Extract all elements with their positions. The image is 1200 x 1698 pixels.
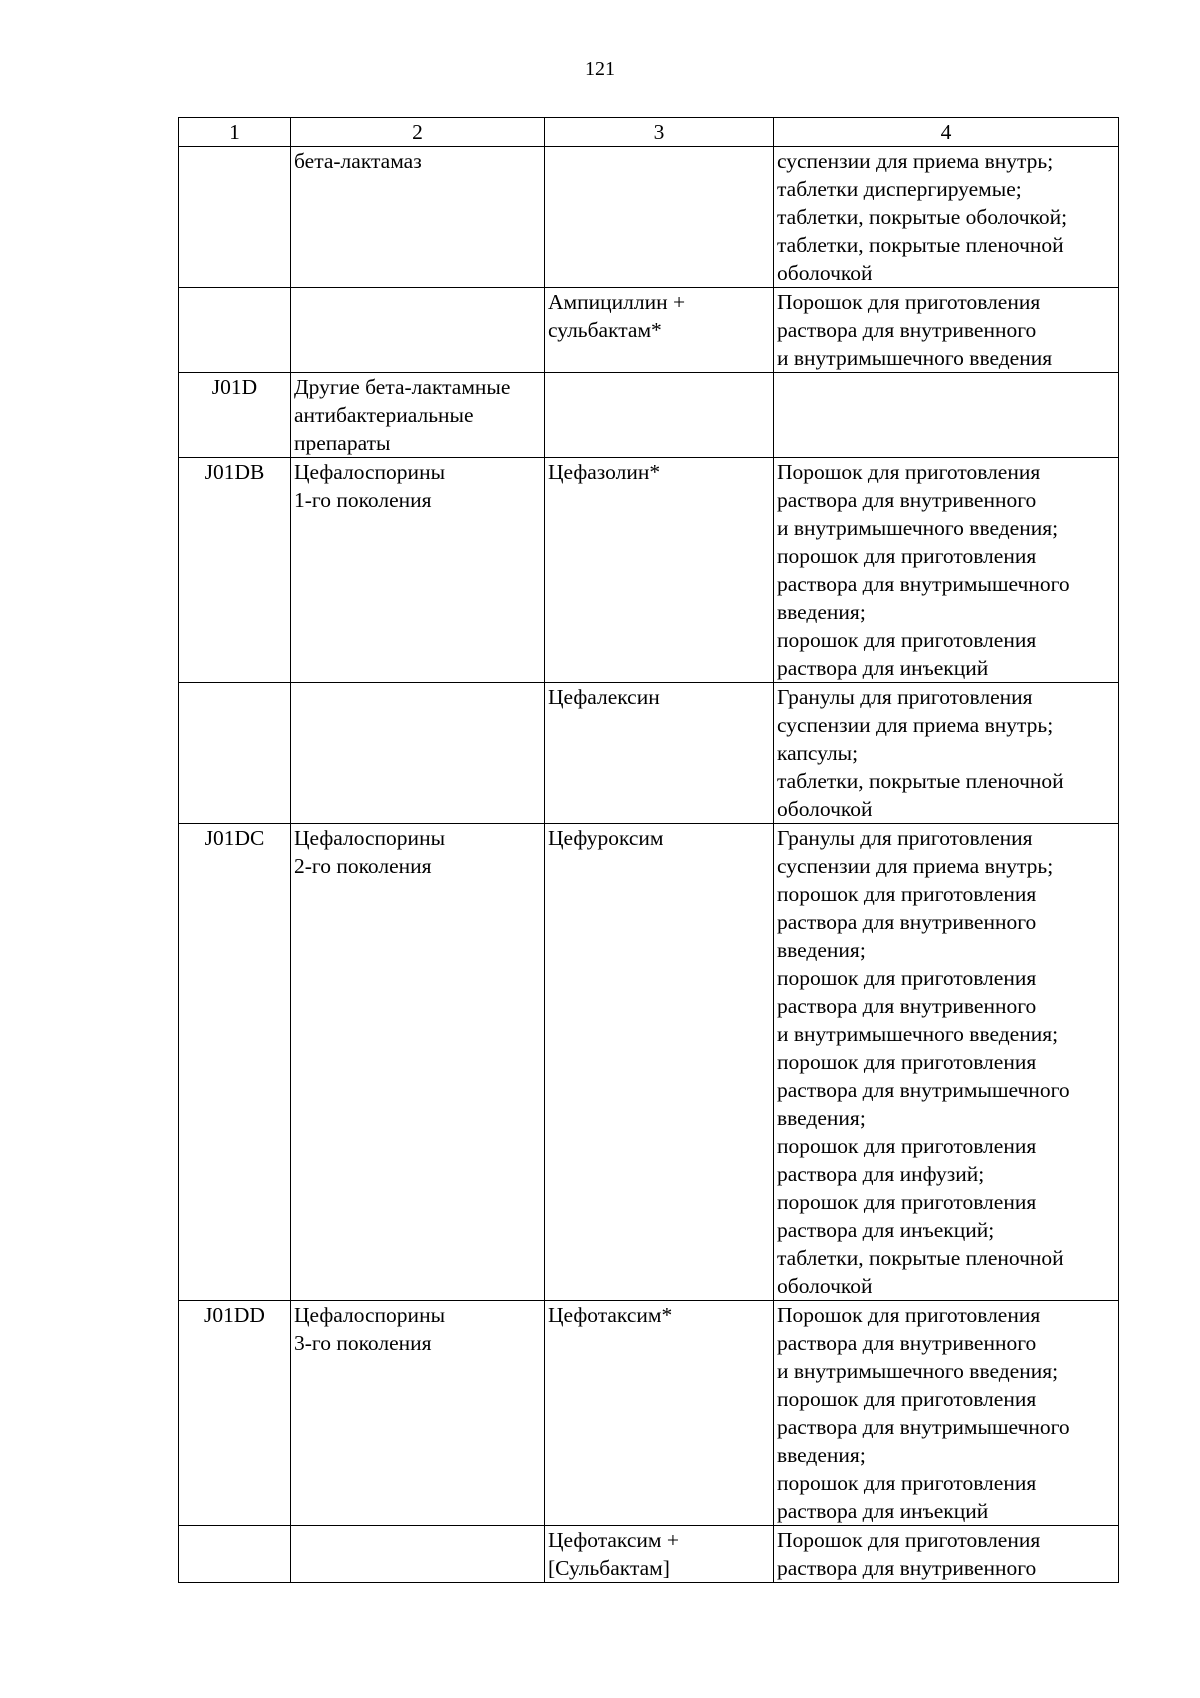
drug-name-cell (545, 824, 774, 1301)
table-row (179, 147, 1119, 288)
drug-name-cell (545, 1526, 774, 1583)
cell-text-line: антибактериальные (294, 403, 474, 427)
cell-text-line: таблетки, покрытые оболочкой; (777, 205, 1068, 229)
group-name-cell (291, 1301, 545, 1526)
table-row (179, 373, 1119, 458)
cell-text-line: и внутримышечного введения; (777, 516, 1059, 540)
cell-text-line: таблетки, покрытые пленочной (777, 1246, 1064, 1270)
atc-code-cell (179, 288, 291, 373)
cell-text-line: Порошок для приготовления (777, 290, 1041, 314)
dosage-forms-cell (774, 288, 1119, 373)
cell-text-line: Цефалоспорины (294, 826, 446, 850)
atc-code-cell: J01DB (179, 458, 291, 683)
cell-text-line: раствора для внутримышечного (777, 1415, 1070, 1439)
cell-text-line: Гранулы для приготовления (777, 685, 1033, 709)
cell-text-line: раствора для внутривенного (777, 1556, 1037, 1580)
cell-text-line: раствора для внутривенного (777, 994, 1037, 1018)
header-cell-4: 4 (774, 118, 1119, 147)
cell-text-line: Цефотаксим* (548, 1303, 673, 1327)
cell-text-line: Ампициллин + (548, 290, 686, 314)
cell-text-line: и внутримышечного введения; (777, 1022, 1059, 1046)
atc-code-cell: J01D (179, 373, 291, 458)
dosage-forms-cell (774, 458, 1119, 683)
dosage-forms-cell (774, 373, 1119, 458)
cell-text-line: введения; (777, 600, 866, 624)
cell-text-line: Порошок для приготовления (777, 1303, 1041, 1327)
cell-text-line: порошок для приготовления (777, 544, 1037, 568)
cell-text-line: раствора для внутривенного (777, 318, 1037, 342)
cell-text-line: препараты (294, 431, 391, 455)
atc-code-cell (179, 683, 291, 824)
dosage-forms-cell (774, 147, 1119, 288)
atc-code-cell: J01DC (179, 824, 291, 1301)
cell-text-line: раствора для инъекций; (777, 1218, 995, 1242)
cell-text-line: таблетки, покрытые пленочной (777, 769, 1064, 793)
cell-text-line: суспензии для приема внутрь; (777, 149, 1054, 173)
cell-text-line: введения; (777, 1106, 866, 1130)
cell-text-line: раствора для инъекций (777, 656, 989, 680)
drug-name-cell (545, 373, 774, 458)
page-number: 121 (585, 58, 615, 80)
cell-text-line: таблетки диспергируемые; (777, 177, 1022, 201)
cell-text-line: введения; (777, 938, 866, 962)
cell-text-line: Гранулы для приготовления (777, 826, 1033, 850)
table-row (179, 288, 1119, 373)
cell-text-line: введения; (777, 1443, 866, 1467)
header-cell-2: 2 (291, 118, 545, 147)
cell-text-line: Порошок для приготовления (777, 460, 1041, 484)
cell-text-line: порошок для приготовления (777, 966, 1037, 990)
group-name-cell (291, 147, 545, 288)
cell-text-line: 2-го поколения (294, 854, 432, 878)
cell-text-line: Цефалоспорины (294, 1303, 446, 1327)
cell-text-line: суспензии для приема внутрь; (777, 854, 1054, 878)
dosage-forms-cell (774, 824, 1119, 1301)
table-row (179, 458, 1119, 683)
drug-table (178, 117, 1119, 1583)
dosage-forms-cell (774, 1301, 1119, 1526)
cell-text-line: 1-го поколения (294, 488, 432, 512)
cell-text-line: порошок для приготовления (777, 1050, 1037, 1074)
cell-text-line: Другие бета-лактамные (294, 375, 511, 399)
cell-text-line: суспензии для приема внутрь; (777, 713, 1054, 737)
cell-text-line: капсулы; (777, 741, 859, 765)
table-row (179, 683, 1119, 824)
cell-text-line: сульбактам* (548, 318, 662, 342)
table-row (179, 1301, 1119, 1526)
drug-name-cell (545, 683, 774, 824)
group-name-cell (291, 373, 545, 458)
cell-text-line: порошок для приготовления (777, 1134, 1037, 1158)
cell-text-line: [Сульбактам] (548, 1556, 670, 1580)
cell-text-line: оболочкой (777, 797, 873, 821)
cell-text-line: 3-го поколения (294, 1331, 432, 1355)
cell-text-line: порошок для приготовления (777, 1471, 1037, 1495)
cell-text-line: Цефалоспорины (294, 460, 446, 484)
group-name-cell (291, 458, 545, 683)
cell-text-line: оболочкой (777, 1274, 873, 1298)
cell-text-line: Цефазолин* (548, 460, 661, 484)
cell-text-line: порошок для приготовления (777, 882, 1037, 906)
atc-code-cell: J01DD (179, 1301, 291, 1526)
dosage-forms-cell (774, 683, 1119, 824)
table-header-row (179, 118, 1119, 147)
cell-text-line: таблетки, покрытые пленочной (777, 233, 1064, 257)
drug-name-cell (545, 1301, 774, 1526)
cell-text-line: раствора для внутривенного (777, 488, 1037, 512)
cell-text-line: Цефотаксим + (548, 1528, 679, 1552)
drug-name-cell (545, 147, 774, 288)
cell-text-line: порошок для приготовления (777, 1387, 1037, 1411)
cell-text-line: Цефуроксим (548, 826, 664, 850)
group-name-cell (291, 683, 545, 824)
cell-text-line: оболочкой (777, 261, 873, 285)
cell-text-line: и внутримышечного введения (777, 346, 1053, 370)
cell-text-line: и внутримышечного введения; (777, 1359, 1059, 1383)
cell-text-line: раствора для внутривенного (777, 1331, 1037, 1355)
cell-text-line: порошок для приготовления (777, 628, 1037, 652)
table-row (179, 1526, 1119, 1583)
cell-text-line: раствора для внутривенного (777, 910, 1037, 934)
cell-text-line: Порошок для приготовления (777, 1528, 1041, 1552)
atc-code-cell (179, 147, 291, 288)
cell-text-line: раствора для инфузий; (777, 1162, 985, 1186)
header-cell-3: 3 (545, 118, 774, 147)
cell-text-line: Цефалексин (548, 685, 660, 709)
dosage-forms-cell (774, 1526, 1119, 1583)
cell-text-line: раствора для инъекций (777, 1499, 989, 1523)
cell-text-line: порошок для приготовления (777, 1190, 1037, 1214)
header-cell-1: 1 (179, 118, 291, 147)
group-name-cell (291, 288, 545, 373)
atc-code-cell (179, 1526, 291, 1583)
group-name-cell (291, 824, 545, 1301)
drug-name-cell (545, 458, 774, 683)
group-name-cell (291, 1526, 545, 1583)
drug-name-cell (545, 288, 774, 373)
cell-text-line: раствора для внутримышечного (777, 572, 1070, 596)
table-row (179, 824, 1119, 1301)
cell-text-line: бета-лактамаз (294, 149, 422, 173)
cell-text-line: раствора для внутримышечного (777, 1078, 1070, 1102)
